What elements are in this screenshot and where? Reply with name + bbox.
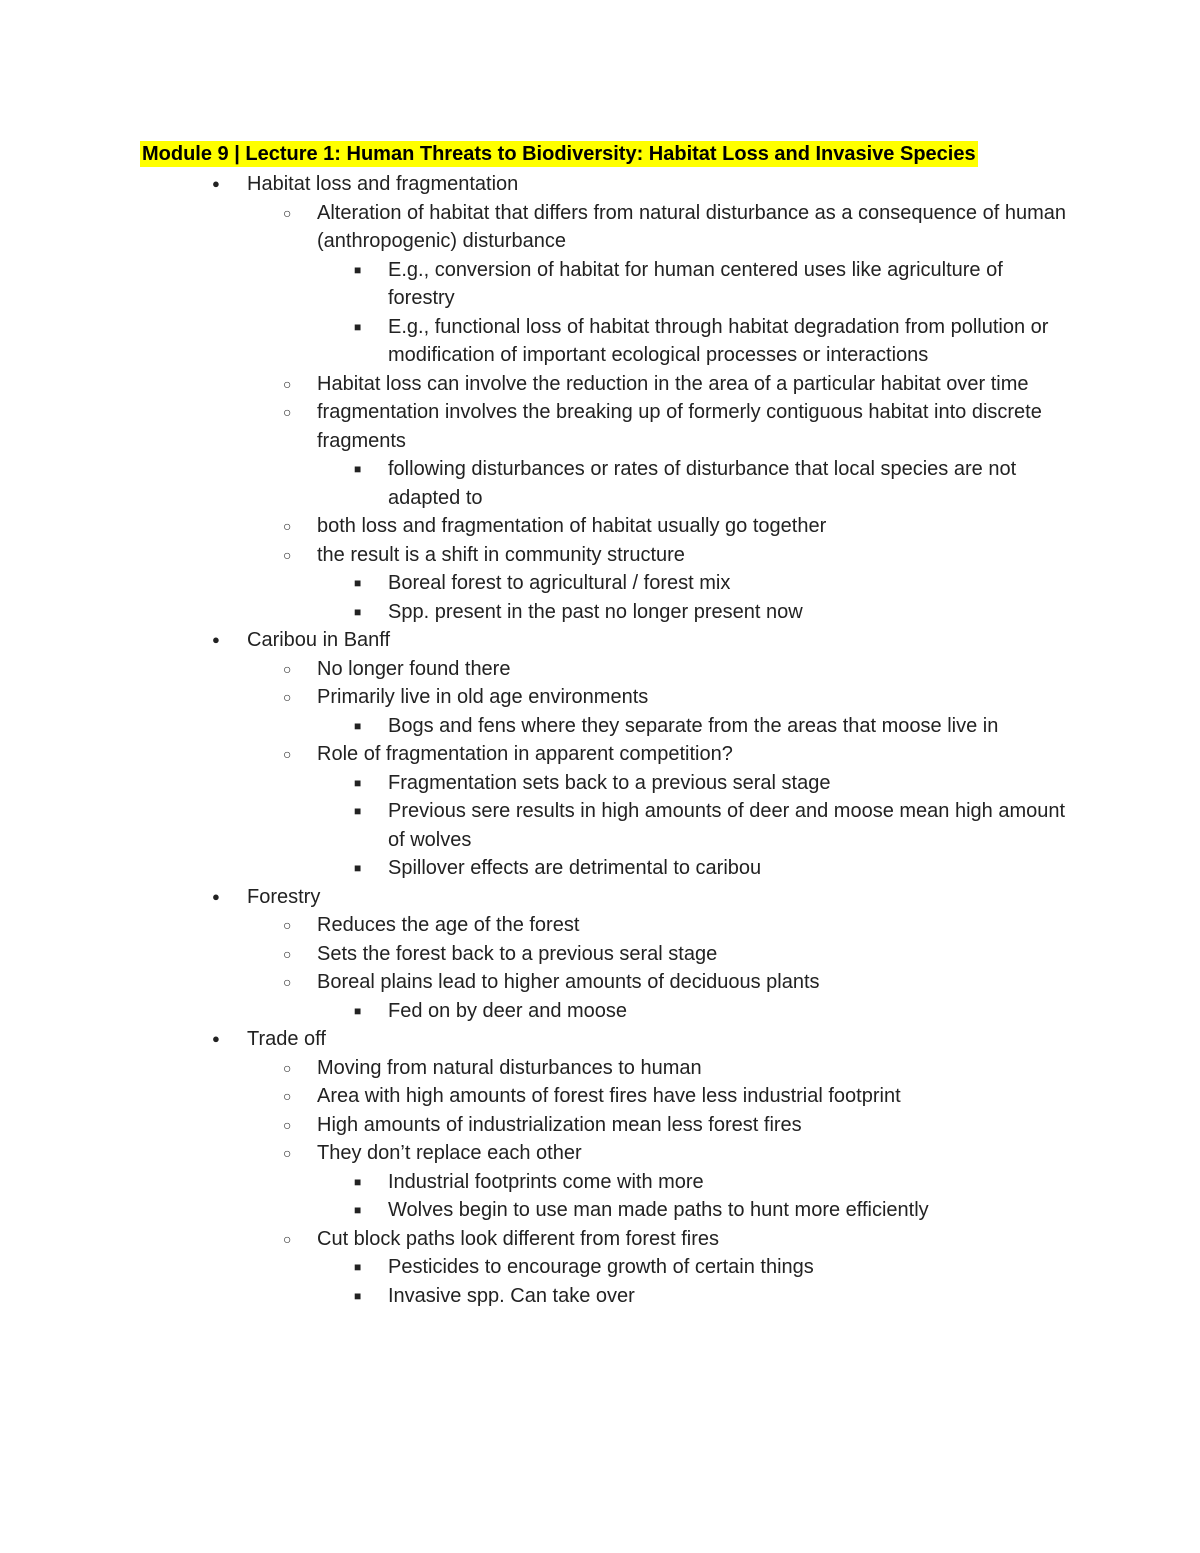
bullet-square-icon: ■ (354, 1260, 362, 1274)
bullet-item-level-2 (0, 398, 1077, 455)
bullet-item-level-2 (0, 1139, 1077, 1168)
bullet-item-level-2 (0, 968, 1077, 997)
bullet-square-icon: ■ (354, 262, 362, 277)
bullet-text: High amounts of industrialization mean less forest fires (317, 1113, 802, 1136)
bullet-item-level-3 (0, 1282, 1068, 1311)
bullet-disc-icon: ● (212, 632, 220, 647)
bullet-item-level-2 (0, 541, 1077, 570)
bullet-square-icon: ■ (354, 462, 362, 476)
bullet-text: Reduces the age of the forest (317, 914, 580, 936)
bullet-item-level-3 (0, 256, 1068, 313)
bullet-item-level-3 (0, 1196, 1068, 1225)
bullet-item-level-3 (0, 598, 1068, 627)
bullet-circle-icon: ○ (283, 1059, 292, 1076)
bullet-text: Forestry (247, 885, 321, 908)
bullet-square-icon: ■ (354, 804, 362, 818)
bullet-text: Sets the forest back to a previous seral stage (317, 942, 718, 965)
bullet-text: Habitat loss can involve the reduction in the area of a particular habitat over time (317, 372, 1029, 395)
bullet-text: Fed on by deer and moose (388, 999, 628, 1022)
bullet-item-level-3 (0, 712, 1068, 741)
bullet-square-icon: ■ (354, 775, 362, 790)
bullet-text: Primarily live in old age environments (317, 686, 649, 708)
bullet-text: E.g., functional loss of habitat through habitat degradation from pollution or modification of important ecological processes or interactions (388, 315, 1049, 366)
bullet-circle-icon: ○ (283, 974, 292, 990)
bullet-item-level-3 (0, 569, 1068, 598)
bullet-item-level-3 (0, 997, 1068, 1026)
bullet-text: Spp. present in the past no longer present now (388, 600, 803, 623)
bullet-item-level-2 (0, 1111, 1077, 1140)
bullet-square-icon: ■ (354, 1003, 362, 1018)
bullet-text: fragmentation involves the breaking up of formerly contiguous habitat into discrete fragments (317, 401, 1042, 452)
bullet-circle-icon: ○ (283, 204, 292, 221)
bullet-item-level-1 (0, 1025, 1200, 1054)
bullet-text: Caribou in Banff (247, 629, 391, 651)
notes-bullet-list (0, 170, 1200, 1310)
bullet-text: Invasive spp. Can take over (388, 1284, 635, 1307)
bullet-circle-icon: ○ (283, 1088, 292, 1104)
bullet-item-level-3 (0, 1253, 1068, 1282)
bullet-circle-icon: ○ (283, 917, 292, 933)
bullet-item-level-2 (0, 740, 1077, 769)
bullet-item-level-2 (0, 1225, 1077, 1254)
bullet-item-level-2 (0, 512, 1077, 541)
bullet-item-level-3 (0, 854, 1068, 883)
bullet-square-icon: ■ (354, 718, 362, 733)
bullet-text: Role of fragmentation in apparent competition? (317, 743, 733, 765)
bullet-item-level-1 (0, 170, 1200, 199)
bullet-text: Area with high amounts of forest fires have less industrial footprint (317, 1085, 901, 1107)
bullet-square-icon: ■ (354, 861, 362, 875)
bullet-text: Trade off (247, 1028, 326, 1050)
bullet-text: Previous sere results in high amounts of deer and moose mean high amount of wolves (388, 800, 1066, 851)
bullet-text: Cut block paths look different from forest fires (317, 1227, 720, 1250)
bullet-text: Pesticides to encourage growth of certain things (388, 1256, 814, 1278)
bullet-text: E.g., conversion of habitat for human centered uses like agriculture of forestry (388, 258, 1003, 309)
bullet-item-level-1 (0, 883, 1200, 912)
bullet-item-level-2 (0, 370, 1077, 399)
bullet-square-icon: ■ (354, 1288, 362, 1303)
bullet-text: Boreal forest to agricultural / forest mix (388, 572, 731, 594)
bullet-item-level-2 (0, 1054, 1077, 1083)
bullet-disc-icon: ● (212, 1031, 220, 1046)
bullet-square-icon: ■ (354, 604, 362, 619)
bullet-circle-icon: ○ (283, 1116, 292, 1133)
bullet-circle-icon: ○ (283, 1230, 292, 1247)
bullet-circle-icon: ○ (283, 546, 292, 563)
bullet-circle-icon: ○ (283, 945, 292, 962)
bullet-text: Bogs and fens where they separate from the areas that moose live in (388, 714, 999, 737)
bullet-disc-icon: ● (212, 176, 220, 191)
bullet-text: Wolves begin to use man made paths to hunt more efficiently (388, 1199, 929, 1221)
bullet-text: Industrial footprints come with more (388, 1170, 704, 1193)
bullet-text: following disturbances or rates of disturbance that local species are not adapted to (388, 458, 1017, 509)
bullet-text: Boreal plains lead to higher amounts of deciduous plants (317, 971, 820, 993)
bullet-item-level-3 (0, 1168, 1068, 1197)
bullet-circle-icon: ○ (283, 660, 292, 677)
bullet-text: Spillover effects are detrimental to caribou (388, 857, 762, 879)
bullet-text: They don’t replace each other (317, 1142, 582, 1164)
bullet-circle-icon: ○ (283, 404, 292, 420)
bullet-text: Habitat loss and fragmentation (247, 173, 519, 195)
bullet-item-level-2 (0, 1082, 1077, 1111)
bullet-item-level-3 (0, 797, 1068, 854)
bullet-item-level-3 (0, 769, 1068, 798)
bullet-text: Fragmentation sets back to a previous seral stage (388, 771, 831, 794)
bullet-text: Alteration of habitat that differs from natural disturbance as a consequence of human (anthropogenic) disturbance (317, 201, 1066, 252)
bullet-square-icon: ■ (354, 1203, 362, 1217)
bullet-square-icon: ■ (354, 319, 362, 334)
bullet-item-level-2 (0, 940, 1077, 969)
bullet-square-icon: ■ (354, 1174, 362, 1189)
bullet-disc-icon: ● (212, 888, 220, 904)
bullet-circle-icon: ○ (283, 746, 292, 762)
bullet-circle-icon: ○ (283, 1145, 292, 1161)
bullet-item-level-2 (0, 683, 1077, 712)
lecture-title (140, 140, 978, 168)
lecture-title-text: Module 9 | Lecture 1: Human Threats to Biodiversity: Habitat Loss and Invasive Species (142, 143, 976, 165)
bullet-circle-icon: ○ (283, 518, 292, 534)
bullet-item-level-3 (0, 455, 1068, 512)
bullet-item-level-1 (0, 626, 1200, 655)
bullet-text: Moving from natural disturbances to human (317, 1056, 702, 1079)
bullet-item-level-2 (0, 655, 1077, 684)
bullet-text: both loss and fragmentation of habitat usually go together (317, 515, 827, 537)
bullet-circle-icon: ○ (283, 375, 292, 392)
bullet-text: No longer found there (317, 657, 511, 680)
bullet-square-icon: ■ (354, 576, 362, 590)
bullet-item-level-3 (0, 313, 1068, 370)
bullet-item-level-2 (0, 199, 1077, 256)
bullet-item-level-2 (0, 911, 1077, 940)
bullet-circle-icon: ○ (283, 689, 292, 705)
bullet-text: the result is a shift in community structure (317, 543, 685, 566)
